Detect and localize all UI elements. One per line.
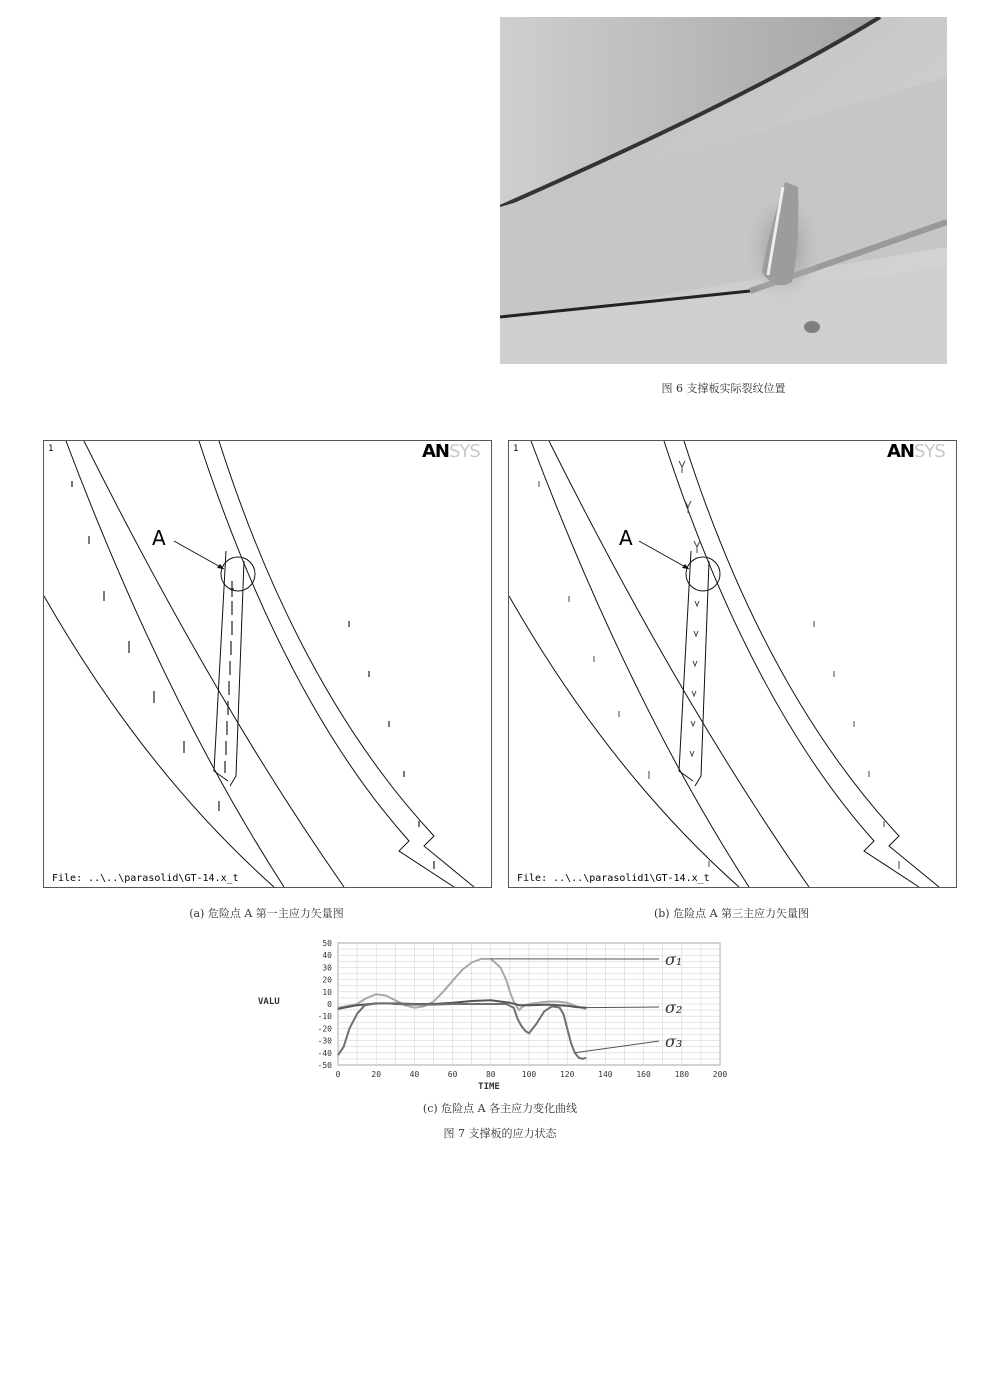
y-tick-label: 10 (322, 987, 332, 997)
figure7a-caption: (a) 危险点 A 第一主应力矢量图 (189, 907, 344, 920)
x-tick-label: 40 (409, 1070, 420, 1079)
x-tick-label: 120 (559, 1070, 575, 1079)
point-a-label: A (619, 526, 633, 550)
x-tick-label: 20 (371, 1070, 382, 1079)
annotation-label: σ₃ (665, 1032, 683, 1051)
principal-stress-chart (240, 935, 760, 1095)
y-tick-label: 50 (322, 939, 332, 948)
y-tick-label: 20 (322, 975, 332, 985)
stress-vector-plot-b (508, 440, 957, 888)
x-axis-label: TIME (478, 1082, 500, 1092)
ansys-logo (422, 441, 480, 462)
figure7b-caption: (b) 危险点 A 第三主应力矢量图 (653, 907, 810, 920)
stress-vector-plot-a (43, 440, 492, 888)
y-tick-label: -50 (317, 1061, 332, 1070)
x-tick-label: 100 (521, 1070, 537, 1079)
principal-stress-chart-container (240, 935, 760, 1095)
x-tick-label: 60 (447, 1070, 458, 1079)
figure6-caption: 图 6 支撑板实际裂纹位置 (661, 382, 786, 395)
file-path-text: File: ..\..\parasolid\GT-14.x_t (52, 873, 239, 884)
svg-text:ANSYS: ANSYS (422, 441, 480, 462)
y-tick-label: -10 (317, 1012, 332, 1022)
ansys-logo (887, 441, 945, 462)
panel-number: 1 (513, 444, 519, 454)
annotation-label: σ₁ (665, 950, 683, 969)
y-tick-label: 40 (322, 951, 332, 961)
y-tick-label: -40 (317, 1048, 332, 1058)
y-axis-label: VALU (258, 997, 280, 1007)
x-tick-label: 0 (335, 1070, 341, 1079)
y-tick-label: 30 (322, 963, 332, 973)
svg-text:ANSYS: ANSYS (887, 441, 945, 462)
x-tick-label: 140 (598, 1070, 613, 1079)
y-tick-label: -30 (317, 1036, 332, 1046)
x-tick-label: 180 (674, 1070, 690, 1079)
x-tick-label: 80 (485, 1070, 496, 1079)
y-tick-label: -20 (317, 1024, 332, 1034)
annotation-label: σ₂ (665, 998, 683, 1017)
file-path-text: File: ..\..\parasolid1\GT-14.x_t (517, 873, 710, 884)
figure7-caption: 图 7 支撑板的应力状态 (443, 1127, 557, 1140)
y-tick-label: 0 (327, 1000, 332, 1009)
point-a-label: A (152, 526, 166, 550)
panel-number: 1 (48, 444, 54, 454)
crack-location-photo (500, 17, 947, 364)
x-tick-label: 160 (636, 1070, 651, 1079)
annotation-arrow (582, 1007, 659, 1008)
x-tick-label: 200 (712, 1070, 728, 1079)
figure7c-caption: (c) 危险点 A 各主应力变化曲线 (422, 1102, 578, 1115)
